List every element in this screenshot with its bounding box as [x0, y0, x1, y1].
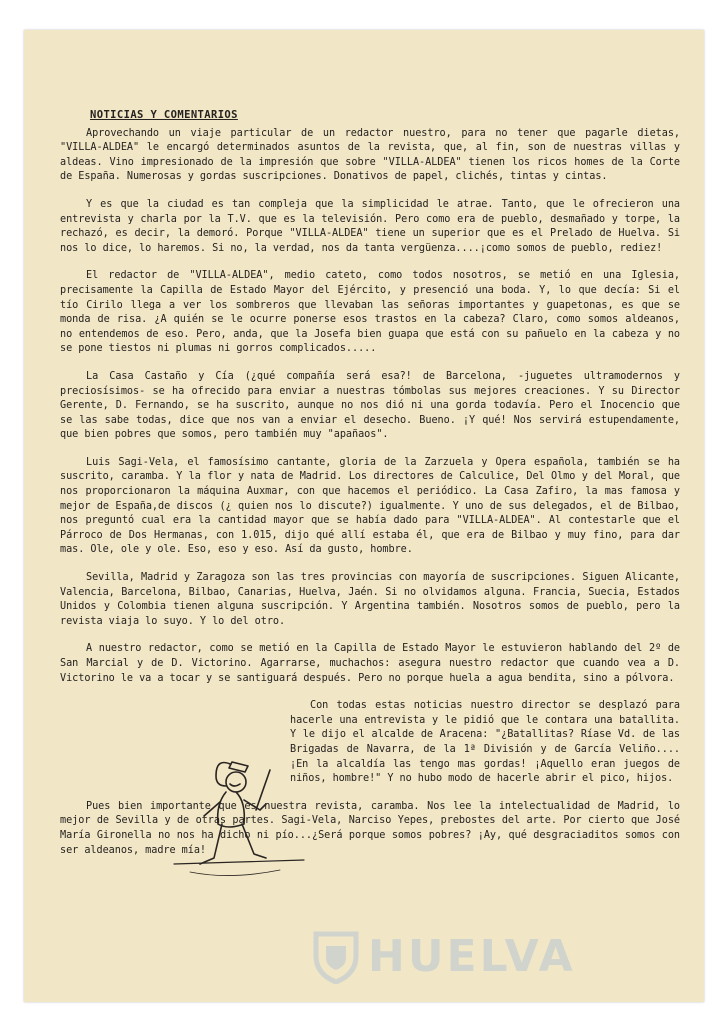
paragraph-2: Y es que la ciudad es tan compleja que la simplicidad le atrae. Tanto, que le ofrecieron una entrevista y charla por la T.V. que es la televisión. Pero como era de pueblo, desmañado y torpe, la rechazó, es decir, la demoró. Porque "VILLA-ALDEA" tiene un superior que es el Prelado de Huelva. Si nos lo dice, lo haremos. Si no, la verdad, nos da tanta vergüenza....¡como somos de pueblo, rediez!	[60, 198, 680, 254]
watermark-text: HUELVA	[368, 931, 576, 982]
paragraph-6: Sevilla, Madrid y Zaragoza son las tres provincias con mayoría de suscripciones. Siguen Alicante, Valencia, Barcelona, Bilbao, Canarias, Huelva, Jaén. Si no olvidamos alguna. Francia, Suecia, Estados Unidos y Colombia tienen alguna suscripción. Y Argentina también. Nosotros somos de pueblo, pero la revista viaja lo suyo. Y lo del otro.	[60, 572, 680, 627]
peasant-walking-illustration	[170, 754, 310, 904]
paragraph-1: Aprovechando un viaje particular de un redactor nuestro, para no tener que pagarle dietas, "VILLA-ALDEA" le encargó determinados asuntos de la revista, que, al fin, son de nuestras villas y aldeas. Vino impresionado de la impresión que sobre "VILLA-ALDEA" tienen los ricos homes de la Corte de España. Numerosas y gordas suscripciones. Donativos de papel, clichés, tintas y cintas.	[60, 127, 680, 183]
paragraph-9: Pues bien importante que es nuestra revista, caramba. Nos lee la intelectualidad de Madrid, lo mejor de Sevilla y de otras partes. Sagi-Vela, Narciso Yepes, prebostes del arte. Por cierto que José María Gironella no nos ha dicho ni pío...¿Será porque somos pobres? ¡Ay, qué desgraciaditos somos con ser aldeanos, madre mía!	[60, 800, 680, 856]
paragraph-7: A nuestro redactor, como se metió en la Capilla de Estado Mayor le estuvieron hablando del 2º de San Marcial y de D. Victorino. Agarrarse, muchachos: asegura nuestro redactor que cuando vea a D. Victorino le va a tocar y se santiguará después. Pero no porque huela a agua bendita, sino a pólvora.	[60, 643, 680, 684]
huelva-watermark	[312, 930, 576, 984]
document-body	[60, 108, 680, 871]
paragraph-4: La Casa Castaño y Cía (¿qué compañía será esa?! de Barcelona, -juguetes ultramodernos y preciosísimos- se ha ofrecido para enviar a nuestras tómbolas sus mejores creaciones. Y su Director Gerente, D. Fernando, se ha suscrito, aunque no nos dió ni una gorda todavía. Pero el Inocencio que se las sabe todas, dice que nos van a enviar el desecho. Bueno. ¡Y qué! Nos servirá estupendamente, que bien pobres que somos, pero también muy "apañaos".	[60, 370, 680, 441]
paragraph-8: Con todas estas noticias nuestro director se desplazó para hacerle una entrevista y le pidió que le contara una batallita. Y le dijo el alcalde de Aracena: "¿Batallitas? Ríase Vd. de las Brigadas de Navarra, de la 1ª División y de García Veliño.... ¡En la alcaldía las tengo mas gordas! ¡Aquello eran juegos de niños, hombre!" Y no hubo modo de hacerle abrir el pico, hijos.	[290, 700, 680, 785]
shield-crest-icon	[312, 930, 360, 984]
section-heading: NOTICIAS Y COMENTARIOS	[90, 109, 238, 121]
paragraph-3: El redactor de "VILLA-ALDEA", medio cateto, como todos nosotros, se metió en una Iglesia, precisamente la Capilla de Estado Mayor del Ejército, y presenció una boda. Y, lo que decía: Si el tío Cirilo llega a ver los sombreros que llevaban las señoras importantes y guapetonas, es que se monda de risa. ¿A quién se le ocurre ponerse esos trastos en la cabeza? Claro, como somos aldeanos, no entendemos de eso. Pero, anda, que la Josefa bien guapa que está con su pañuelo en la cabeza y no se pone tiestos ni plumas ni gorros complicados.....	[60, 270, 680, 355]
paragraph-5: Luis Sagi-Vela, el famosísimo cantante, gloria de la Zarzuela y Opera española, también se ha suscrito, caramba. Y la flor y nata de Madrid. Los directores de Calculice, Del Olmo y del Moral, que nos proporcionaron la máquina Auxmar, con que hacemos el periódico. La Casa Zafiro, la mas famosa y mejor de España,de discos (¿ quien nos lo discute?) igualmente. Y uno de sus delegados, el de Bilbao, nos preguntó cual era la cantidad mayor que se había dado para "VILLA-ALDEA". Al contestarle que el Párroco de Dos Hermanas, con 1.015, dijo qué allí estaba él, que era de Bilbao y muy fino, para dar mas. Ole, ole y ole. Eso, eso y eso. Así da gusto, hombre.	[60, 456, 680, 556]
